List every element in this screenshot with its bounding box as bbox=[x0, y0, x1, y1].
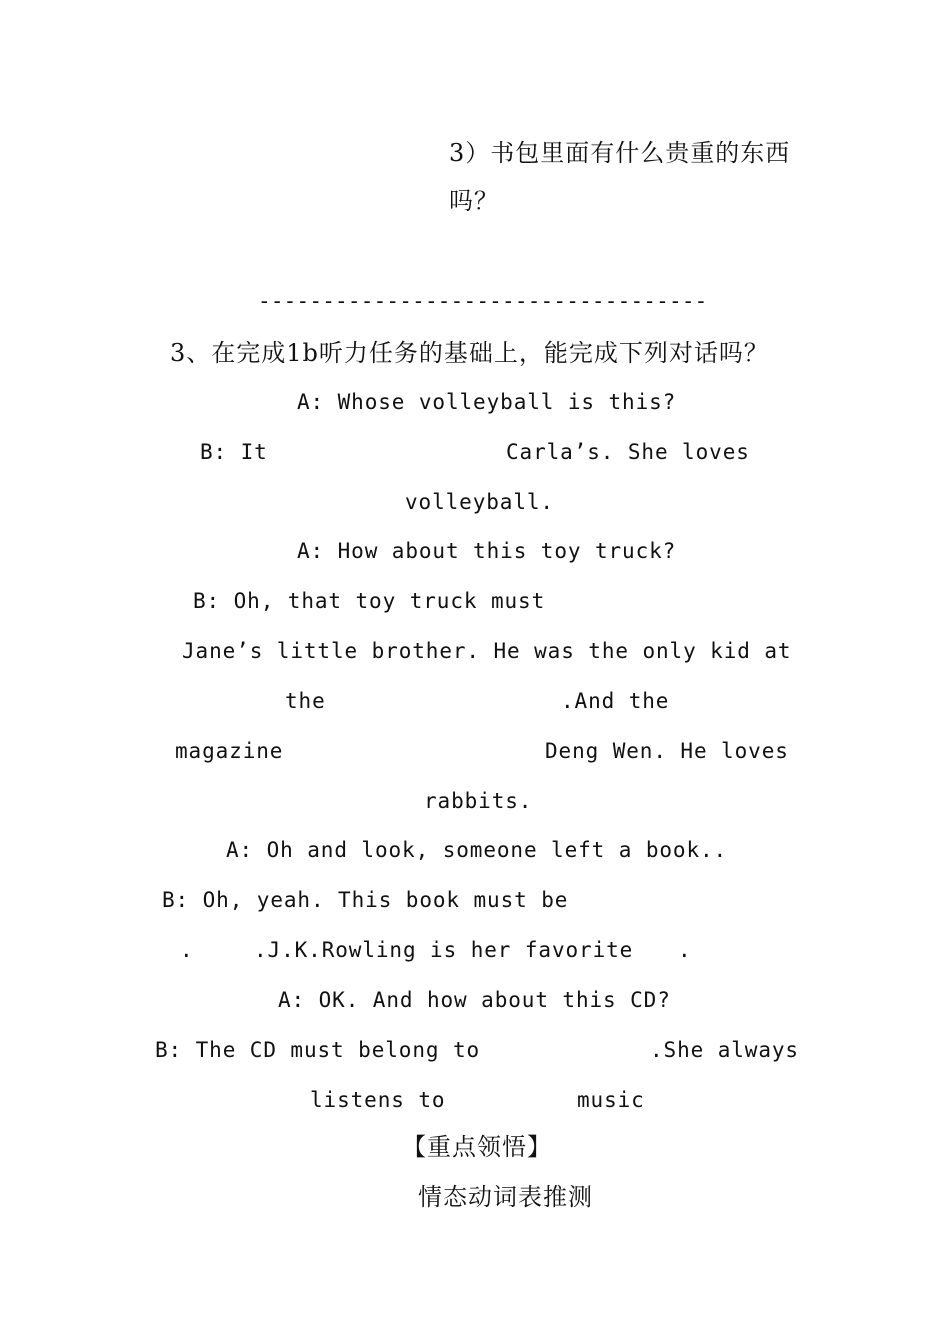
key-points-heading: 【重点领悟】 bbox=[402, 1133, 552, 1161]
dialogue-line-15-end: music bbox=[577, 1088, 645, 1112]
key-points-subheading: 情态动词表推测 bbox=[418, 1183, 593, 1211]
dialogue-line-15-start: listens to bbox=[310, 1088, 446, 1112]
dialogue-line-7-end: .And the bbox=[561, 689, 670, 713]
dialogue-line-9: rabbits. bbox=[424, 789, 533, 813]
dialogue-line-7-start: the bbox=[285, 689, 326, 713]
section-3-instruction: 3、在完成1b听力任务的基础上，能完成下列对话吗？ bbox=[170, 339, 769, 367]
separator-line: ----------------------------------- bbox=[258, 289, 708, 313]
dialogue-line-2-start: B: It bbox=[200, 440, 268, 464]
dialogue-line-10: A: Oh and look, someone left a book.. bbox=[226, 838, 728, 862]
dialogue-line-4: A: How about this toy truck? bbox=[297, 539, 677, 563]
dialogue-line-11: B: Oh, yeah. This book must be bbox=[162, 888, 569, 912]
question-3-line-1: 3）书包里面有什么贵重的东西 bbox=[449, 139, 791, 167]
dialogue-line-6: Jane’s little brother. He was the only kid at bbox=[182, 639, 792, 663]
question-3-line-2: 吗？ bbox=[449, 187, 499, 215]
dialogue-line-12-end-dot: . bbox=[678, 938, 692, 962]
dialogue-line-2-end: Carla’s. She loves bbox=[506, 440, 750, 464]
dialogue-line-8-start: magazine bbox=[175, 739, 284, 763]
dialogue-line-14-start: B: The CD must belong to bbox=[155, 1038, 481, 1062]
dialogue-line-1: A: Whose volleyball is this? bbox=[297, 390, 677, 414]
dialogue-line-12-middle: .J.K.Rowling is her favorite bbox=[254, 938, 634, 962]
dialogue-line-8-end: Deng Wen. He loves bbox=[545, 739, 789, 763]
dialogue-line-5: B: Oh, that toy truck must bbox=[193, 589, 546, 613]
dialogue-line-3: volleyball. bbox=[405, 490, 554, 514]
dialogue-line-14-end: .She always bbox=[650, 1038, 799, 1062]
dialogue-line-12-dot: . bbox=[180, 938, 194, 962]
dialogue-line-13: A: OK. And how about this CD? bbox=[278, 988, 671, 1012]
